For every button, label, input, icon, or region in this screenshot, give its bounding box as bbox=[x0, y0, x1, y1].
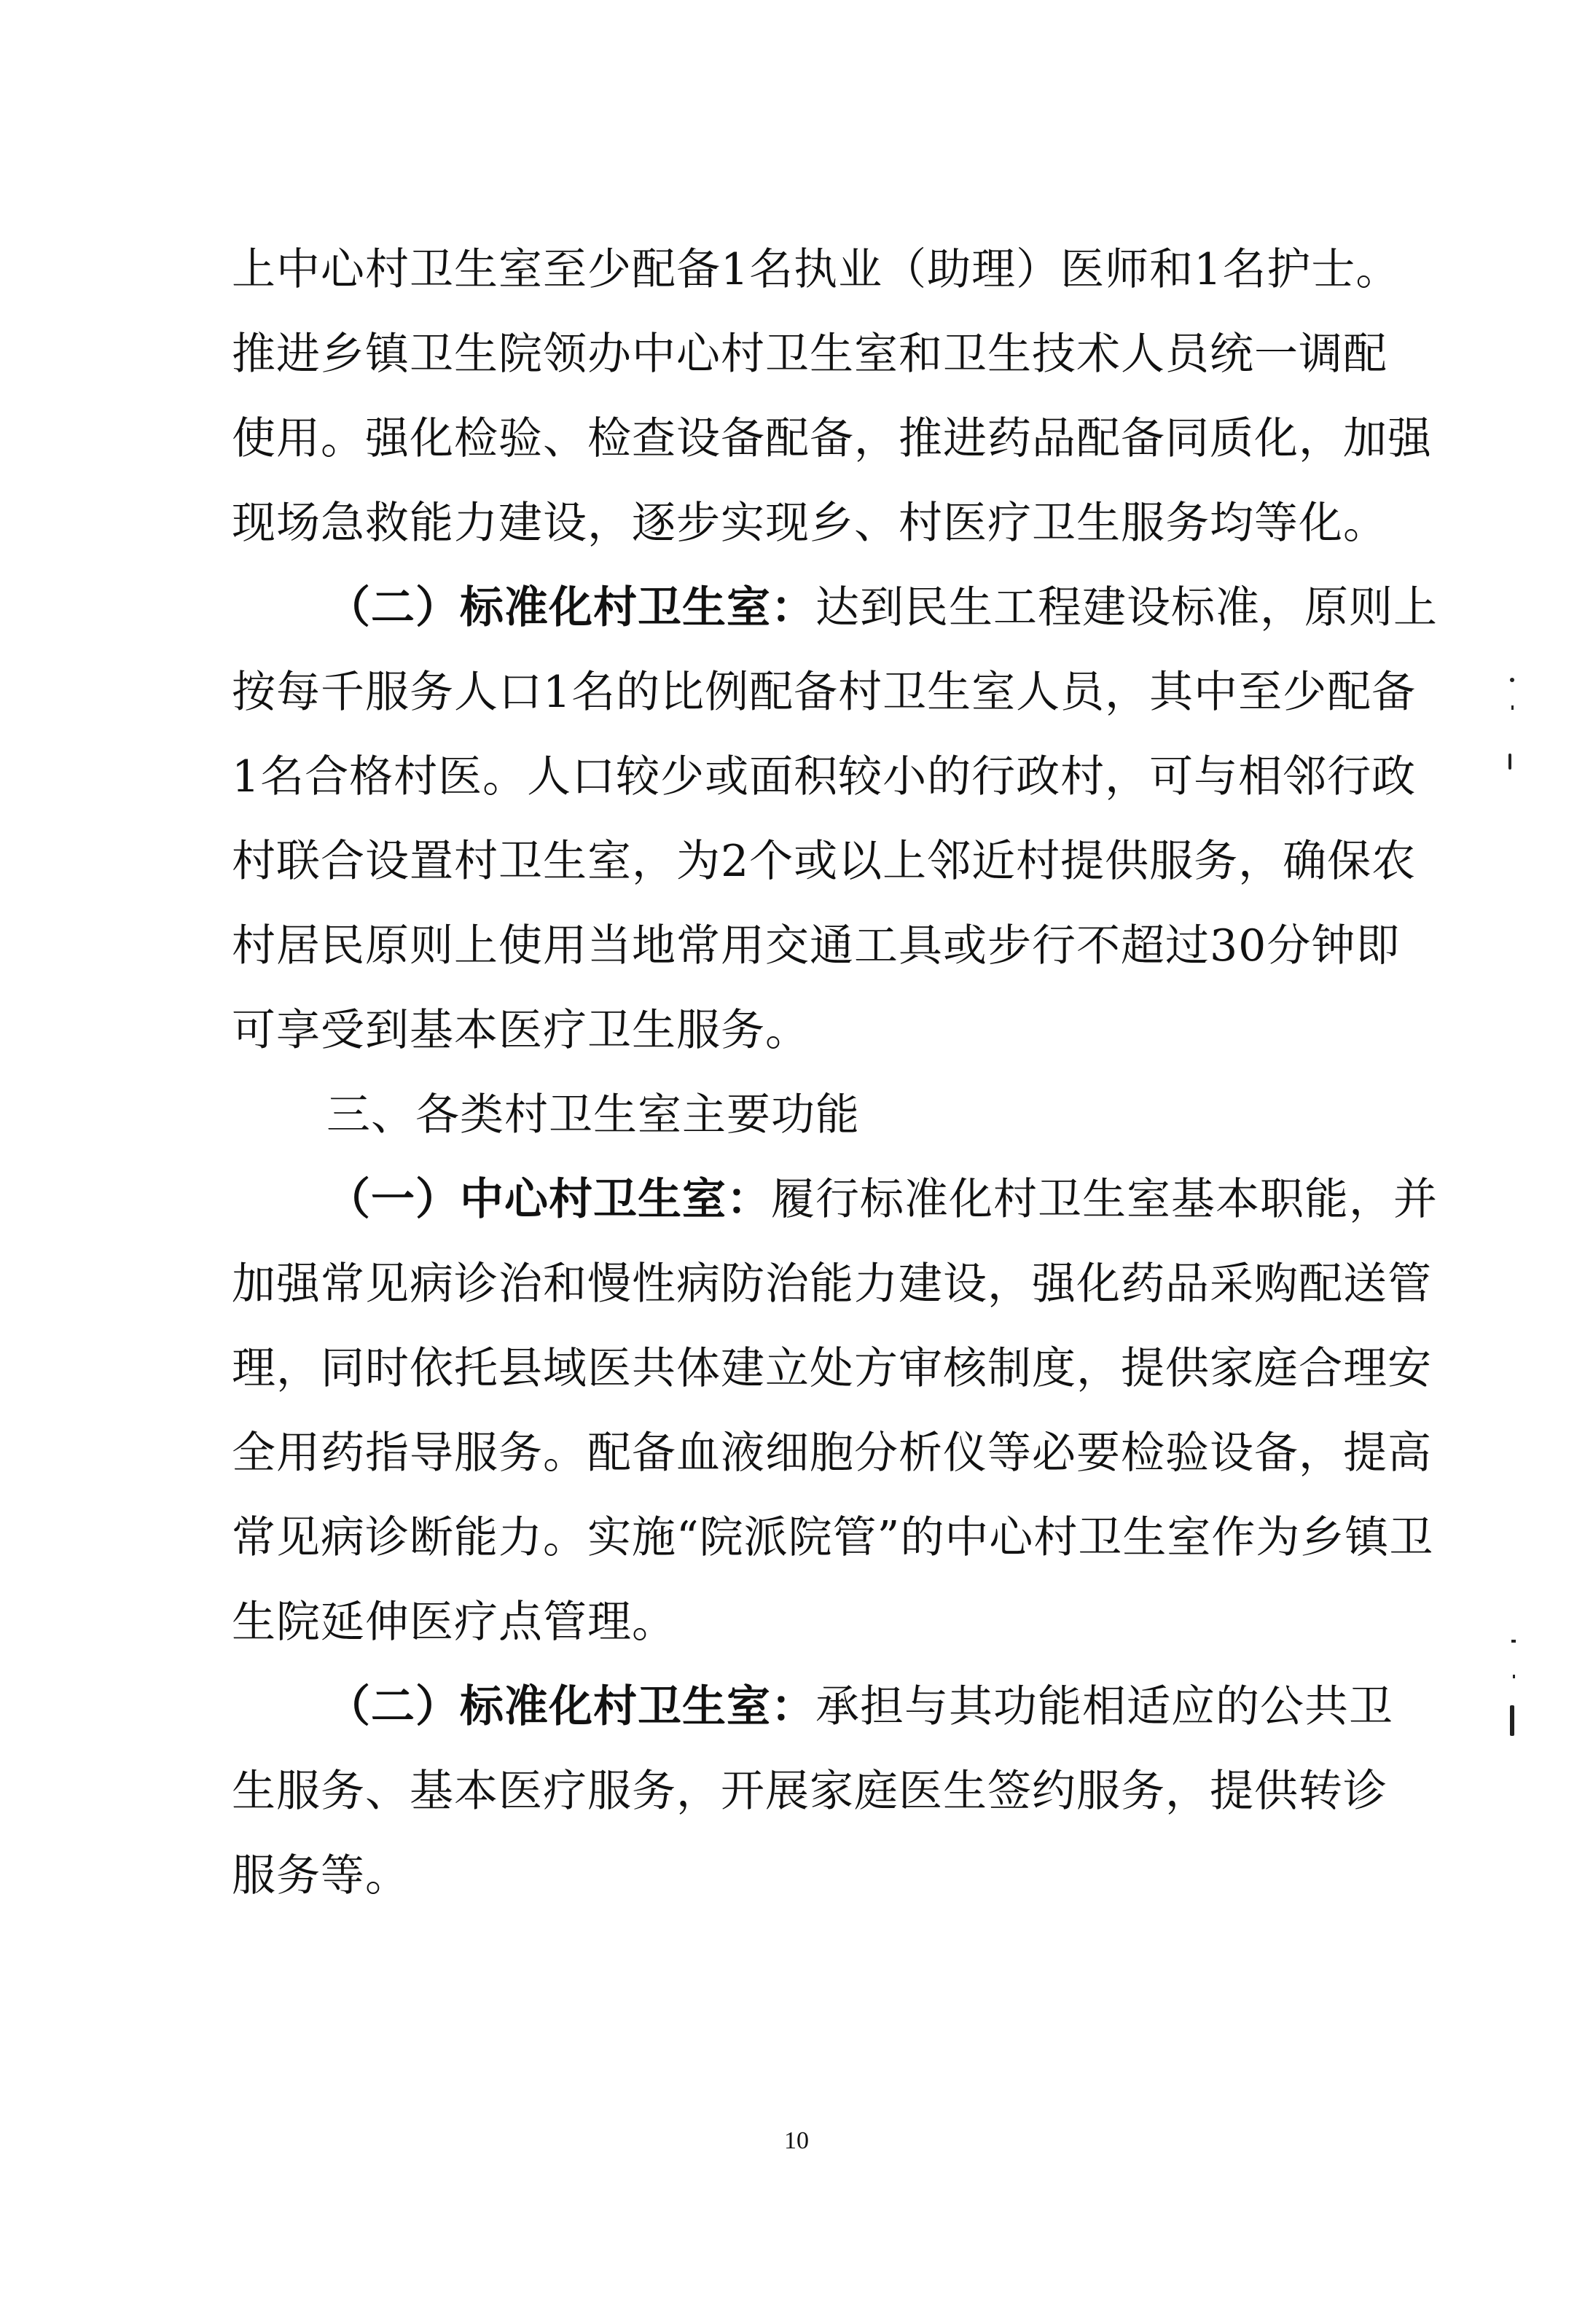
body-text-line: 生服务、基本医疗服务，开展家庭医生签约服务，提供转诊 bbox=[232, 1766, 1387, 1817]
section-heading: 三、各类村卫生室主要功能 bbox=[326, 1089, 860, 1141]
body-text-line: 可享受到基本医疗卫生服务。 bbox=[232, 1005, 810, 1056]
body-text-line: 常见病诊断能力。实施“院派院管”的中心村卫生室作为乡镇卫 bbox=[232, 1512, 1434, 1563]
body-text-line: 全用药指导服务。配备血液细胞分析仪等必要检验设备，提高 bbox=[232, 1428, 1432, 1479]
body-text-line: 使用。强化检验、检查设备配备，推进药品配备同质化，加强 bbox=[232, 413, 1432, 464]
subsection-title: （二）标准化村卫生室： bbox=[326, 582, 815, 633]
body-text-line: 村居民原则上使用当地常用交通工具或步行不超过30分钟即 bbox=[232, 920, 1401, 971]
body-text-line: 村联合设置村卫生室，为2个或以上邻近村提供服务，确保农 bbox=[232, 836, 1417, 887]
paragraph-first-line bbox=[326, 1678, 1393, 1736]
body-text: 达到民生工程建设标准，原则上 bbox=[815, 582, 1438, 633]
paragraph-first-line bbox=[326, 1170, 1438, 1229]
body-text-line: 按每千服务人口1名的比例配备村卫生室人员，其中至少配备 bbox=[232, 667, 1417, 718]
body-text-line: 1名合格村医。人口较少或面积较小的行政村，可与相邻行政 bbox=[232, 751, 1417, 802]
page-number: 10 bbox=[784, 2127, 809, 2154]
scan-mark bbox=[1511, 705, 1514, 710]
body-text-line: 上中心村卫生室至少配备1名执业（助理）医师和1名护士。 bbox=[232, 244, 1401, 295]
subsection-title: （一）中心村卫生室： bbox=[326, 1174, 771, 1225]
body-text-line: 理，同时依托县域医共体建立处方审核制度，提供家庭合理安 bbox=[232, 1343, 1432, 1394]
subsection-title: （二）标准化村卫生室： bbox=[326, 1681, 815, 1732]
body-text-line: 服务等。 bbox=[232, 1850, 410, 1901]
paragraph-first-line bbox=[326, 579, 1438, 637]
body-text: 履行标准化村卫生室基本职能，并 bbox=[771, 1174, 1438, 1225]
scan-mark bbox=[1513, 1675, 1515, 1678]
scan-mark bbox=[1508, 754, 1511, 770]
body-text-line: 现场急救能力建设，逐步实现乡、村医疗卫生服务均等化。 bbox=[232, 498, 1387, 549]
body-text-line: 加强常见病诊治和慢性病防治能力建设，强化药品采购配送管 bbox=[232, 1259, 1432, 1310]
scan-mark bbox=[1510, 1705, 1514, 1736]
scan-mark bbox=[1511, 1640, 1516, 1643]
body-text-line: 推进乡镇卫生院领办中心村卫生室和卫生技术人员统一调配 bbox=[232, 329, 1387, 380]
scan-mark bbox=[1510, 678, 1514, 682]
body-text-line: 生院延伸医疗点管理。 bbox=[232, 1597, 676, 1648]
body-text: 承担与其功能相适应的公共卫 bbox=[815, 1681, 1393, 1732]
